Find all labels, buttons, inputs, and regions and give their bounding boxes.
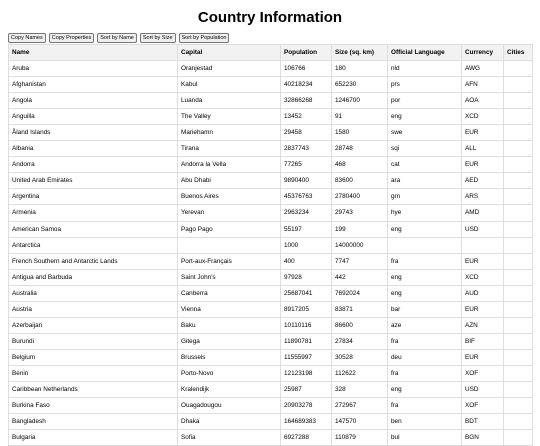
cell-population: 400	[281, 253, 332, 269]
cell-cities	[504, 269, 533, 285]
cell-currency: XOF	[462, 365, 504, 381]
cell-population: 12123198	[281, 365, 332, 381]
column-header-currency[interactable]: Currency	[462, 45, 504, 61]
cell-currency: ALL	[462, 141, 504, 157]
cell-cities	[504, 237, 533, 253]
cell-capital: Abu Dhabi	[178, 173, 281, 189]
cell-cities	[504, 141, 533, 157]
cell-size: 1246700	[332, 93, 388, 109]
cell-population: 40218234	[281, 77, 332, 93]
cell-cities	[504, 189, 533, 205]
sort-by-population-button[interactable]: Sort by Population	[179, 33, 230, 43]
cell-language	[388, 237, 462, 253]
cell-capital: Tirana	[178, 141, 281, 157]
cell-population: 10110116	[281, 317, 332, 333]
table-row	[9, 157, 533, 173]
cell-capital: Port-aux-Français	[178, 253, 281, 269]
cell-language: eng	[388, 109, 462, 125]
table-row	[9, 205, 533, 221]
cell-size: 180	[332, 61, 388, 77]
table-row	[9, 61, 533, 77]
cell-population: 77265	[281, 157, 332, 173]
cell-population: 1000	[281, 237, 332, 253]
table-row	[9, 173, 533, 189]
cell-language: fra	[388, 253, 462, 269]
cell-name: Albania	[9, 141, 178, 157]
cell-cities	[504, 285, 533, 301]
cell-name: Afghanistan	[9, 77, 178, 93]
cell-language: por	[388, 93, 462, 109]
cell-size: 328	[332, 381, 388, 397]
cell-population: 6927288	[281, 430, 332, 446]
cell-name: Benin	[9, 365, 178, 381]
cell-size: 83600	[332, 173, 388, 189]
table-row	[9, 301, 533, 317]
cell-capital: Kralendijk	[178, 381, 281, 397]
column-header-cities[interactable]: Cities	[504, 45, 533, 61]
cell-population: 164689383	[281, 414, 332, 430]
cell-language: nld	[388, 61, 462, 77]
cell-currency: XCD	[462, 109, 504, 125]
cell-language: eng	[388, 381, 462, 397]
cell-capital: Canberra	[178, 285, 281, 301]
table-row	[9, 189, 533, 205]
cell-cities	[504, 381, 533, 397]
cell-language: eng	[388, 269, 462, 285]
cell-capital: Baku	[178, 317, 281, 333]
table-row	[9, 398, 533, 414]
table-row	[9, 237, 533, 253]
cell-cities	[504, 125, 533, 141]
cell-language: swe	[388, 125, 462, 141]
cell-currency: AUD	[462, 285, 504, 301]
cell-name: Argentina	[9, 189, 178, 205]
cell-capital: Sofia	[178, 430, 281, 446]
sort-by-name-button[interactable]: Sort by Name	[97, 33, 137, 43]
cell-language: bar	[388, 301, 462, 317]
country-table	[8, 44, 533, 446]
cell-currency: BIF	[462, 333, 504, 349]
cell-currency: EUR	[462, 301, 504, 317]
cell-population: 97928	[281, 269, 332, 285]
column-header-size[interactable]: Size (sq. km)	[332, 45, 388, 61]
copy-properties-button[interactable]: Copy Properties	[49, 33, 94, 43]
cell-cities	[504, 333, 533, 349]
cell-language: fra	[388, 365, 462, 381]
cell-capital: Saint John's	[178, 269, 281, 285]
copy-names-button[interactable]: Copy Names	[8, 33, 46, 43]
cell-size: 30528	[332, 349, 388, 365]
cell-population: 8917205	[281, 301, 332, 317]
cell-name: Belgium	[9, 349, 178, 365]
cell-cities	[504, 205, 533, 221]
cell-cities	[504, 301, 533, 317]
cell-capital: Luanda	[178, 93, 281, 109]
cell-name: Armenia	[9, 205, 178, 221]
cell-name: Australia	[9, 285, 178, 301]
cell-name: French Southern and Antarctic Lands	[9, 253, 178, 269]
column-header-official-language[interactable]: Official Language	[388, 45, 462, 61]
cell-size: 91	[332, 109, 388, 125]
cell-cities	[504, 365, 533, 381]
cell-size: 86600	[332, 317, 388, 333]
cell-language: prs	[388, 77, 462, 93]
cell-name: Austria	[9, 301, 178, 317]
cell-capital: Dhaka	[178, 414, 281, 430]
table-row	[9, 285, 533, 301]
cell-population: 20903278	[281, 398, 332, 414]
table-row	[9, 93, 533, 109]
cell-capital: Porto-Novo	[178, 365, 281, 381]
cell-population: 2837743	[281, 141, 332, 157]
table-row	[9, 333, 533, 349]
cell-size: 83871	[332, 301, 388, 317]
cell-name: Azerbaijan	[9, 317, 178, 333]
cell-name: Andorra	[9, 157, 178, 173]
table-body	[9, 61, 533, 446]
cell-language: ben	[388, 414, 462, 430]
cell-name: Bulgaria	[9, 430, 178, 446]
table-row	[9, 253, 533, 269]
cell-currency: ARS	[462, 189, 504, 205]
cell-language: eng	[388, 221, 462, 237]
cell-currency: AMD	[462, 205, 504, 221]
cell-population: 11555997	[281, 349, 332, 365]
cell-population: 25687041	[281, 285, 332, 301]
cell-language: sqi	[388, 141, 462, 157]
cell-size: 28748	[332, 141, 388, 157]
cell-population: 45376763	[281, 189, 332, 205]
cell-name: Burundi	[9, 333, 178, 349]
cell-population: 13452	[281, 109, 332, 125]
cell-cities	[504, 430, 533, 446]
cell-population: 29458	[281, 125, 332, 141]
cell-language: fra	[388, 333, 462, 349]
cell-language: ara	[388, 173, 462, 189]
cell-capital: Buenos Aires	[178, 189, 281, 205]
cell-name: United Arab Emirates	[9, 173, 178, 189]
cell-name: Antarctica	[9, 237, 178, 253]
cell-name: Åland Islands	[9, 125, 178, 141]
cell-cities	[504, 349, 533, 365]
cell-capital: The Valley	[178, 109, 281, 125]
column-header-population[interactable]: Population	[281, 45, 332, 61]
cell-currency: EUR	[462, 349, 504, 365]
cell-currency: AOA	[462, 93, 504, 109]
cell-cities	[504, 157, 533, 173]
table-row	[9, 430, 533, 446]
cell-language: grn	[388, 189, 462, 205]
cell-capital: Oranjestad	[178, 61, 281, 77]
cell-cities	[504, 317, 533, 333]
cell-population: 11890781	[281, 333, 332, 349]
cell-name: Bangladesh	[9, 414, 178, 430]
cell-size: 442	[332, 269, 388, 285]
cell-currency: AZN	[462, 317, 504, 333]
cell-size: 2780400	[332, 189, 388, 205]
cell-language: eng	[388, 285, 462, 301]
cell-capital: Yerevan	[178, 205, 281, 221]
cell-name: Caribbean Netherlands	[9, 381, 178, 397]
cell-cities	[504, 173, 533, 189]
table-header-row	[9, 45, 533, 61]
cell-currency: BGN	[462, 430, 504, 446]
cell-currency: EUR	[462, 125, 504, 141]
sort-by-size-button[interactable]: Sort by Size	[140, 33, 176, 43]
table-row	[9, 77, 533, 93]
table-row	[9, 141, 533, 157]
table-row	[9, 414, 533, 430]
cell-language: cat	[388, 157, 462, 173]
cell-name: American Samoa	[9, 221, 178, 237]
cell-size: 468	[332, 157, 388, 173]
cell-size: 199	[332, 221, 388, 237]
cell-name: Burkina Faso	[9, 398, 178, 414]
table-row	[9, 381, 533, 397]
cell-currency: USD	[462, 381, 504, 397]
cell-language: bul	[388, 430, 462, 446]
cell-size: 1580	[332, 125, 388, 141]
cell-currency: XCD	[462, 269, 504, 285]
page-title: Country Information	[197, 9, 343, 26]
table-row	[9, 349, 533, 365]
cell-cities	[504, 93, 533, 109]
cell-currency: EUR	[462, 253, 504, 269]
cell-size: 112622	[332, 365, 388, 381]
toolbar	[8, 33, 540, 44]
cell-capital: Ouagadougou	[178, 398, 281, 414]
cell-population: 2963234	[281, 205, 332, 221]
cell-capital: Pago Pago	[178, 221, 281, 237]
cell-size: 7692024	[332, 285, 388, 301]
cell-currency: USD	[462, 221, 504, 237]
cell-currency: BDT	[462, 414, 504, 430]
table-row	[9, 125, 533, 141]
cell-size: 14000000	[332, 237, 388, 253]
cell-capital: Mariehamn	[178, 125, 281, 141]
cell-name: Anguilla	[9, 109, 178, 125]
cell-name: Antigua and Barbuda	[9, 269, 178, 285]
cell-size: 147570	[332, 414, 388, 430]
cell-cities	[504, 253, 533, 269]
cell-language: aze	[388, 317, 462, 333]
table-row	[9, 221, 533, 237]
cell-language: hye	[388, 205, 462, 221]
cell-cities	[504, 221, 533, 237]
cell-cities	[504, 414, 533, 430]
cell-population: 25987	[281, 381, 332, 397]
cell-size: 7747	[332, 253, 388, 269]
cell-currency: AED	[462, 173, 504, 189]
cell-size: 110879	[332, 430, 388, 446]
cell-capital: Vienna	[178, 301, 281, 317]
cell-capital: Andorra la Vella	[178, 157, 281, 173]
cell-language: fra	[388, 398, 462, 414]
cell-cities	[504, 398, 533, 414]
cell-cities	[504, 61, 533, 77]
cell-cities	[504, 77, 533, 93]
cell-currency	[462, 237, 504, 253]
cell-size: 652230	[332, 77, 388, 93]
cell-capital: Kabul	[178, 77, 281, 93]
cell-size: 27834	[332, 333, 388, 349]
cell-cities	[504, 109, 533, 125]
cell-name: Aruba	[9, 61, 178, 77]
column-header-capital[interactable]: Capital	[178, 45, 281, 61]
table-row	[9, 269, 533, 285]
cell-currency: XOF	[462, 398, 504, 414]
cell-population: 9890400	[281, 173, 332, 189]
cell-language: deu	[388, 349, 462, 365]
table-row	[9, 365, 533, 381]
cell-population: 55197	[281, 221, 332, 237]
cell-capital	[178, 237, 281, 253]
cell-population: 32866268	[281, 93, 332, 109]
cell-capital: Brussels	[178, 349, 281, 365]
column-header-name[interactable]: Name	[9, 45, 178, 61]
cell-currency: AWG	[462, 61, 504, 77]
cell-name: Angola	[9, 93, 178, 109]
cell-population: 106766	[281, 61, 332, 77]
table-row	[9, 317, 533, 333]
cell-currency: EUR	[462, 157, 504, 173]
cell-capital: Gitega	[178, 333, 281, 349]
table-row	[9, 109, 533, 125]
cell-size: 29743	[332, 205, 388, 221]
cell-currency: AFN	[462, 77, 504, 93]
cell-size: 272967	[332, 398, 388, 414]
